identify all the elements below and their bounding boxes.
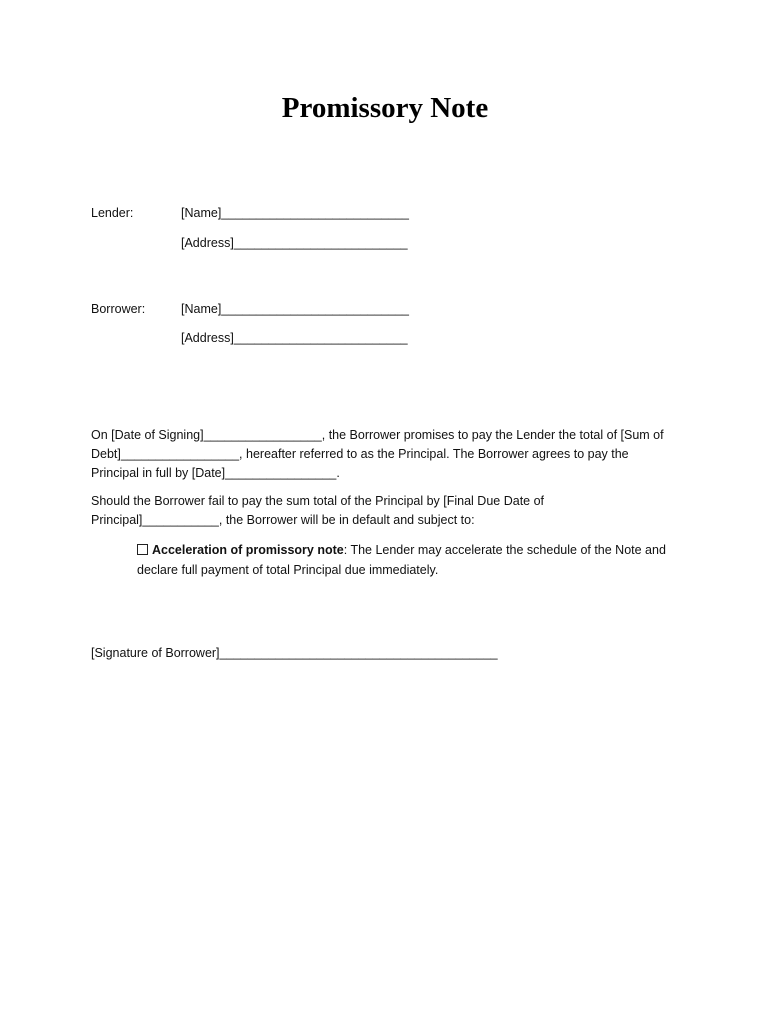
lender-label: Lender: — [91, 206, 134, 220]
acceleration-heading: Acceleration of promissory note — [152, 543, 344, 557]
borrower-address-field[interactable]: [Address]_________________________ — [181, 331, 408, 345]
borrower-name-field[interactable]: [Name]___________________________ — [181, 302, 409, 316]
default-terms-paragraph — [91, 492, 691, 530]
acceleration-text-1: : The Lender may accelerate the schedule of the Note and — [343, 543, 666, 557]
borrower-signature-field[interactable]: [Signature of Borrower]________________________________________ — [91, 646, 498, 660]
payment-terms-paragraph — [91, 426, 691, 483]
borrower-label: Borrower: — [91, 302, 146, 316]
default-terms-line-2: Principal]___________, the Borrower will be in default and subject to: — [91, 513, 475, 527]
default-terms-line-1: Should the Borrower fail to pay the sum total of the Principal by [Final Due Date of — [91, 494, 545, 508]
lender-name-field[interactable]: [Name]___________________________ — [181, 206, 409, 220]
lender-address-field[interactable]: [Address]_________________________ — [181, 236, 408, 250]
document-title: Promissory Note — [281, 92, 489, 124]
payment-terms-line-1: On [Date of Signing]_________________, the Borrower promises to pay the Lender the total of [Sum of — [91, 428, 664, 442]
payment-terms-line-3: Principal in full by [Date]________________. — [91, 466, 340, 480]
acceleration-condition — [137, 540, 697, 580]
acceleration-checkbox[interactable] — [137, 544, 148, 555]
payment-terms-line-2: Debt]_________________, hereafter referred to as the Principal. The Borrower agrees to pay the — [91, 447, 629, 461]
acceleration-text-2: declare full payment of total Principal due immediately. — [137, 563, 439, 577]
